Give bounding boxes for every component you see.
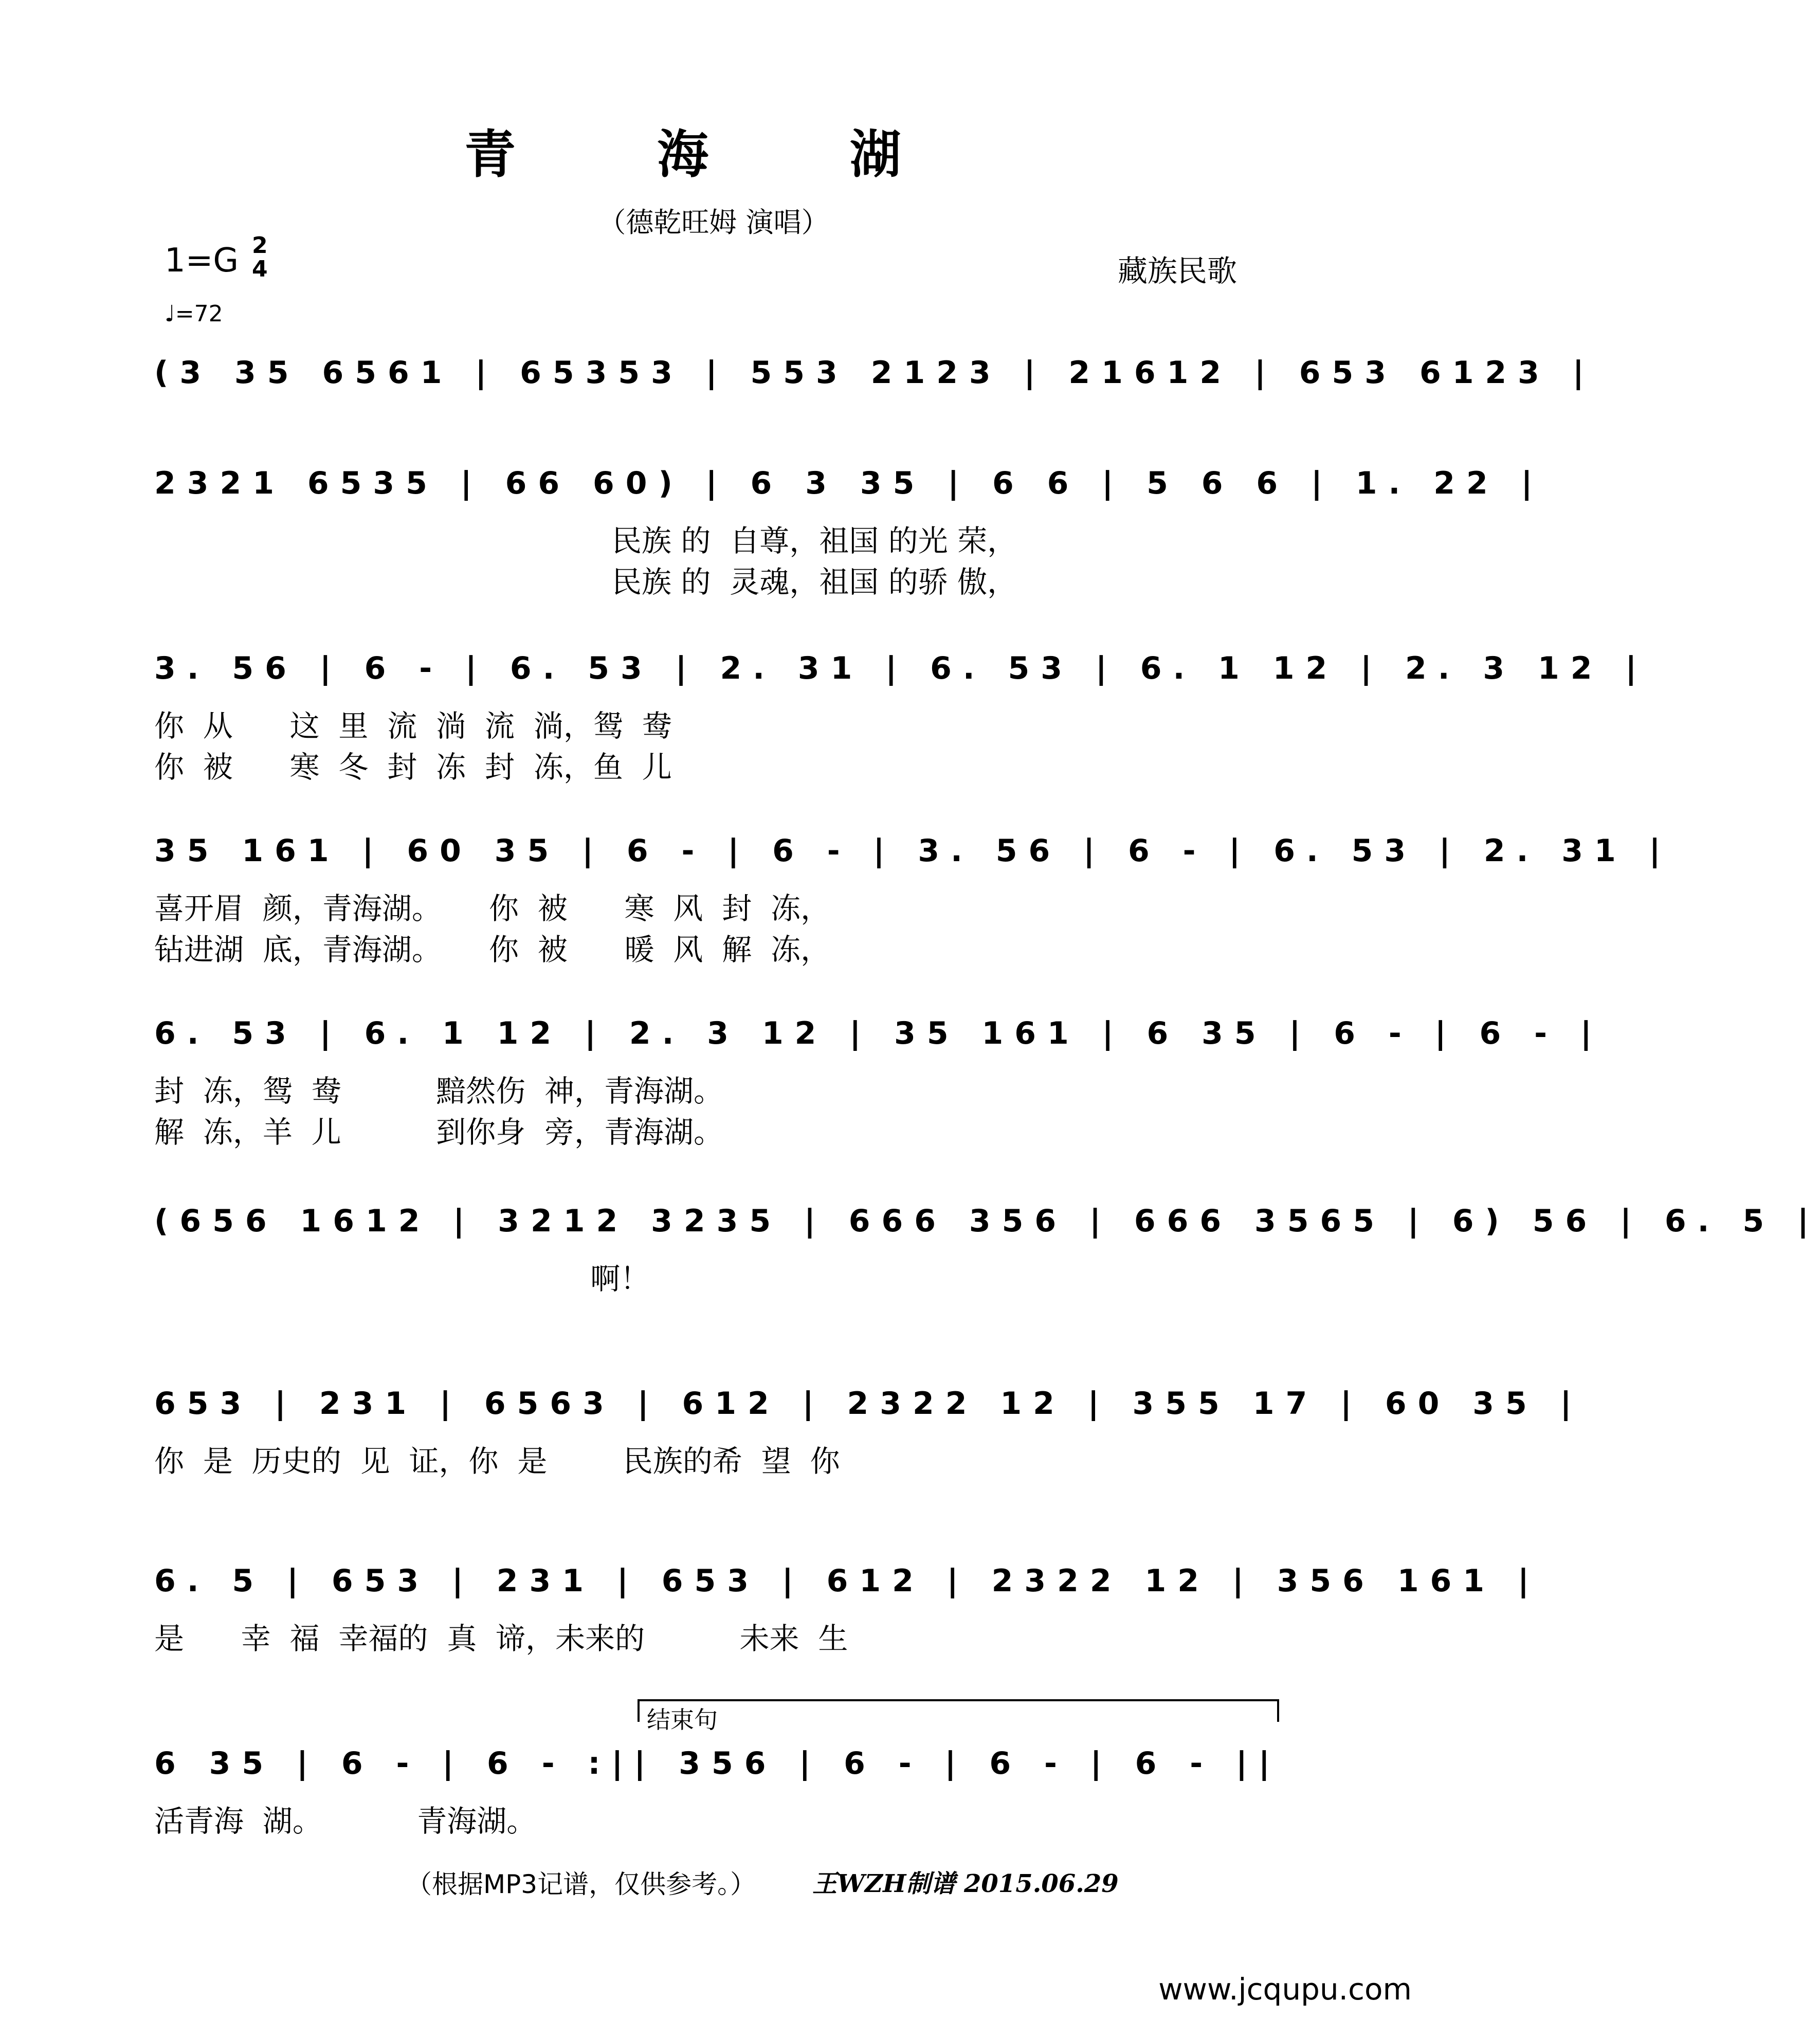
- song-title: 青 海 湖: [464, 124, 963, 185]
- notation-line: 35 161 | 60 35 | 6 - | 6 - | 3. 56 | 6 - | 6. 53 | 2. 31 |: [154, 833, 1672, 869]
- notation-line: (3 35 6561 | 65353 | 553 2123 | 21612 | 653 6123 |: [154, 355, 1595, 391]
- lyrics-verse-2: 解 冻，羊 儿 到你身 旁，青海湖。: [154, 1115, 723, 1150]
- notation-line: 6. 5 | 653 | 231 | 653 | 612 | 2322 12 | 356 161 |: [154, 1563, 1540, 1599]
- notation-line: 653 | 231 | 6563 | 612 | 2322 12 | 355 17 | 60 35 |: [154, 1386, 1583, 1422]
- genre-label: 藏族民歌: [1117, 253, 1237, 288]
- lyrics-verse-1: 活青海 湖。 青海湖。: [154, 1804, 537, 1839]
- lyrics-verse-1: 你 从 这 里 流 淌 流 淌，鸳 鸯: [154, 708, 672, 743]
- tempo-marking: ♩=72: [165, 301, 223, 327]
- lyrics-verse-1: 喜开眉 颜，青海湖。 你 被 寒 风 封 冻，: [154, 891, 831, 926]
- lyrics-verse-2: 你 被 寒 冬 封 冻 封 冻，鱼 儿: [154, 750, 672, 785]
- time-signature: [252, 234, 268, 281]
- lyrics-verse-1: 民族 的 自尊，祖国 的光 荣，: [612, 523, 1017, 558]
- notation-line: 6. 53 | 6. 1 12 | 2. 3 12 | 35 161 | 6 35 | 6 - | 6 - |: [154, 1015, 1603, 1051]
- time-signature-top: 2: [252, 232, 268, 259]
- ending-label: 结束句: [647, 1706, 718, 1734]
- lyrics-verse-1: 是 幸 福 幸福的 真 谛，未来的 未来 生: [154, 1621, 848, 1656]
- transcription-note: （根据MP3记谱，仅供参考。）: [406, 1869, 756, 1899]
- time-signature-bottom: 4: [252, 256, 268, 282]
- notation-line: 2321 6535 | 66 60) | 6 3 35 | 6 6 | 5 6 6 | 1. 22 |: [154, 465, 1544, 501]
- notation-line: 3. 56 | 6 - | 6. 53 | 2. 31 | 6. 53 | 6. 1 12 | 2. 3 12 |: [154, 650, 1648, 686]
- notation-line: 6 35 | 6 - | 6 - :|| 356 | 6 - | 6 - | 6 - ||: [154, 1745, 1281, 1781]
- lyrics-verse-1: 封 冻，鸳 鸯 黯然伤 神，青海湖。: [154, 1074, 723, 1108]
- lyrics-verse-2: 钻进湖 底，青海湖。 你 被 暖 风 解 冻，: [154, 932, 831, 967]
- singer-credit: （德乾旺姆 演唱）: [598, 206, 829, 239]
- site-watermark: www.jcqupu.com: [1158, 1972, 1412, 2007]
- lyrics-verse-1: 啊！: [154, 1261, 650, 1296]
- ending-bracket: [638, 1699, 1279, 1734]
- key-signature: 1=G: [165, 242, 239, 280]
- transcriber-credit: 王WZH制谱 2015.06.29: [812, 1869, 1119, 1898]
- lyrics-verse-1: 你 是 历史的 见 证，你 是 民族的希 望 你: [154, 1444, 840, 1479]
- notation-line: (656 1612 | 3212 3235 | 666 356 | 666 3565 | 6) 56 | 6. 5 |: [154, 1203, 1820, 1239]
- lyrics-verse-2: 民族 的 灵魂，祖国 的骄 傲，: [612, 565, 1017, 599]
